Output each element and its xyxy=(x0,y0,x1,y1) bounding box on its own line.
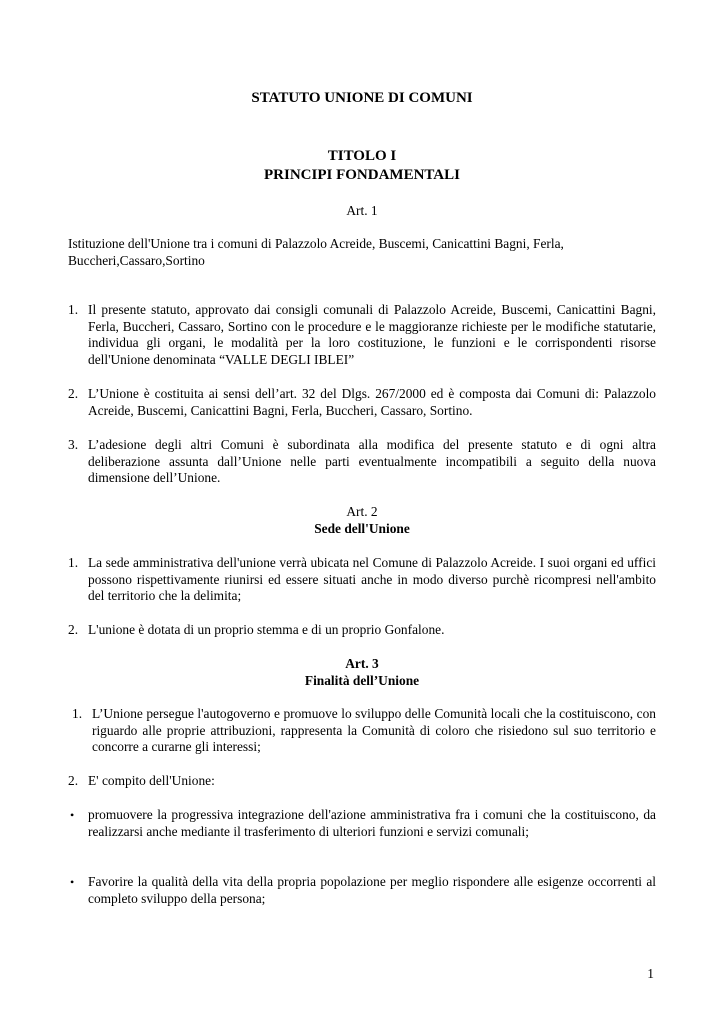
art3-item-1 xyxy=(68,706,656,756)
bullet-icon: • xyxy=(70,808,75,822)
art1-intro: Istituzione dell'Unione tra i comuni di Palazzolo Acreide, Buscemi, Canicattini Bagni, Ferla, Buccheri,Cassaro,Sortino xyxy=(68,236,564,268)
main-title: STATUTO UNIONE DI COMUNI xyxy=(251,90,473,106)
art2-item-2 xyxy=(68,622,656,639)
item-text: E' compito dell'Unione: xyxy=(88,773,215,788)
item-number: 2. xyxy=(68,386,79,401)
art3-heading: Art. 3 xyxy=(345,656,379,671)
art3-bullet-2 xyxy=(68,874,656,907)
bullet-text: promuovere la progressiva integrazione dell'azione amministrativa fra i comuni che la costituiscono, da realizzarsi anche mediante il trasferimento di ulteriori funzioni e servizi comunali; xyxy=(88,807,656,839)
item-text: La sede amministrativa dell'unione verrà ubicata nel Comune di Palazzolo Acreide. I suoi organi ed uffici possono rispettivamente riunirsi ed essere situati anche in modo diverso purchè ricompresi nell'ambito del territorio che la delimita; xyxy=(88,555,656,604)
titolo-heading: TITOLO I xyxy=(327,148,397,164)
item-number: 3. xyxy=(68,437,79,452)
item-number: 2. xyxy=(68,622,79,637)
art2-heading: Art. 2 xyxy=(346,504,378,519)
item-number: 1. xyxy=(72,706,83,721)
item-number: 1. xyxy=(68,555,79,570)
item-text: Il presente statuto, approvato dai consigli comunali di Palazzolo Acreide, Buscemi, Canicattini Bagni, Ferla, Buccheri, Cassaro, Sortino con le procedure e le maggioranze richieste per le modifiche statutarie, individua gli organi, le modalità per la loro costituzione, le funzioni e le corrispondenti risorse dell'Unione denominata “VALLE DEGLI IBLEI” xyxy=(88,302,656,368)
art2-item-1 xyxy=(68,555,656,605)
titolo-subtitle: PRINCIPI FONDAMENTALI xyxy=(264,167,460,183)
item-text: L’Unione persegue l'autogoverno e promuove lo sviluppo delle Comunità locali che la costituiscono, con riguardo alle proprie attribuzioni, rappresenta la Comunità di coloro che risiedono sul suo territorio e concorre a curarne gli interessi; xyxy=(92,706,656,755)
item-text: L’adesione degli altri Comuni è subordinata alla modifica del presente statuto e di ogni altra deliberazione assunta dall’Unione nelle parti eventualmente incompatibili a seguito della nuova dimensione dell’Unione. xyxy=(88,437,656,486)
art3-bullet-1 xyxy=(68,807,656,840)
art3-subheading: Finalità dell’Unione xyxy=(304,673,420,688)
page-number: 1 xyxy=(647,966,654,981)
art1-item-3 xyxy=(68,437,656,487)
art1-heading: Art. 1 xyxy=(346,203,378,218)
art3-item-2 xyxy=(68,773,656,790)
art1-item-1 xyxy=(68,302,656,369)
art1-item-2 xyxy=(68,386,656,419)
item-text: L’Unione è costituita ai sensi dell’art. 32 del Dlgs. 267/2000 ed è composta dai Comuni di: Palazzolo Acreide, Buscemi, Canicattini Bagni, Ferla, Buccheri, Cassaro, Sortino. xyxy=(88,386,656,418)
item-number: 2. xyxy=(68,773,79,788)
bullet-icon: • xyxy=(70,875,75,889)
art2-subheading: Sede dell'Unione xyxy=(314,521,410,536)
bullet-text: Favorire la qualità della vita della propria popolazione per meglio rispondere alle esigenze occorrenti al completo sviluppo della persona; xyxy=(88,874,656,906)
item-text: L'unione è dotata di un proprio stemma e di un proprio Gonfalone. xyxy=(88,622,445,637)
item-number: 1. xyxy=(68,302,79,317)
